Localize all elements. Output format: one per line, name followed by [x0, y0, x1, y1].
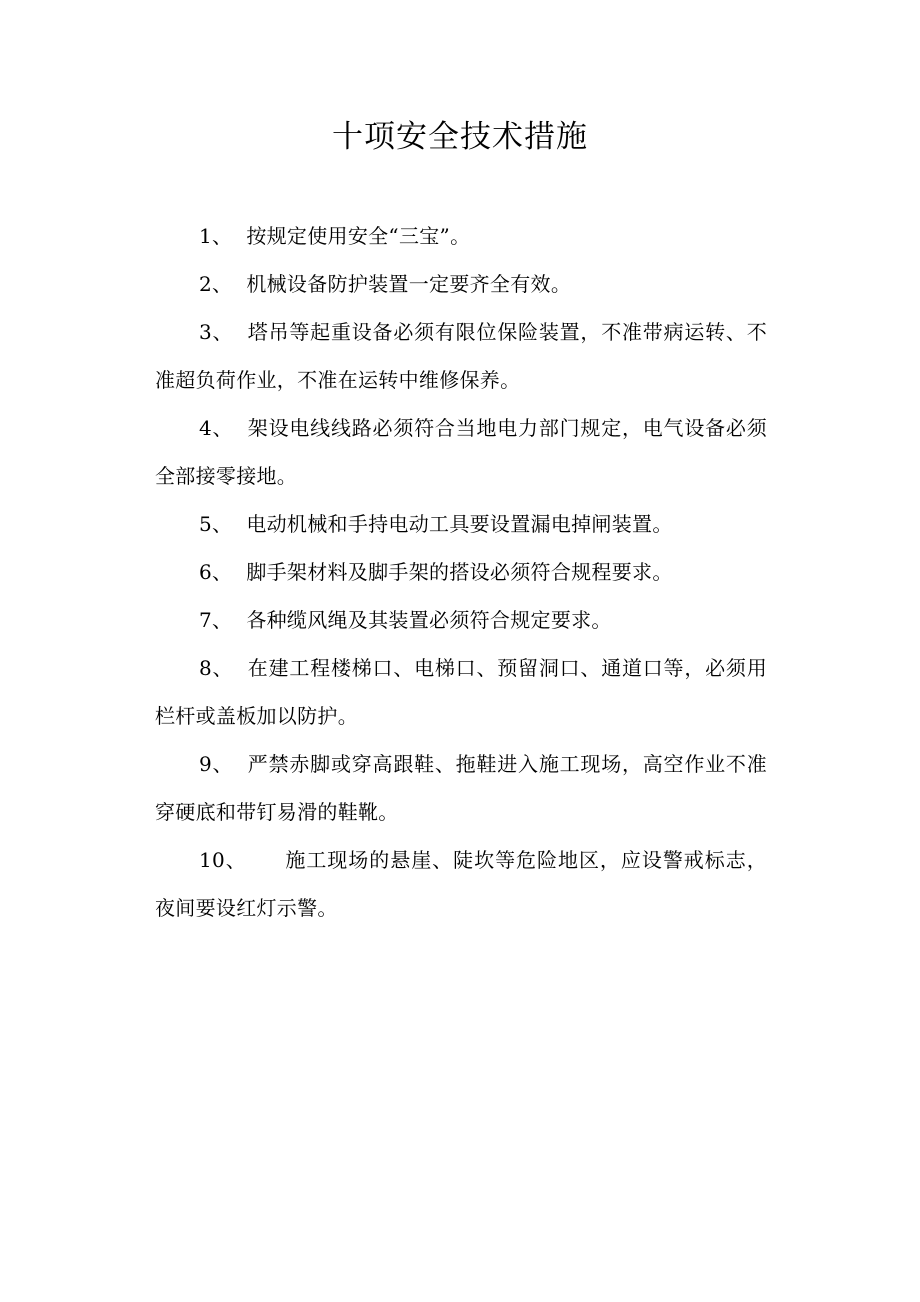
item-number: 2、 [199, 272, 233, 296]
item-number: 9、 [199, 752, 234, 776]
item-text: 脚手架材料及脚手架的搭设必须符合规程要求。 [246, 560, 673, 584]
list-item [155, 260, 767, 308]
item-text: 电动机械和手持电动工具要设置漏电掉闸装置。 [246, 512, 673, 536]
list-item [155, 308, 767, 404]
item-number: 10、 [199, 848, 247, 872]
list-item [155, 596, 767, 644]
item-text: 塔吊等起重设备必须有限位保险装置，不准带病运转、不准超负荷作业，不准在运转中维修保养。 [155, 320, 768, 392]
item-text: 各种缆风绳及其装置必须符合规定要求。 [246, 608, 612, 632]
item-text: 在建工程楼梯口、电梯口、预留洞口、通道口等，必须用栏杆或盖板加以防护。 [155, 656, 768, 728]
item-text: 架设电线线路必须符合当地电力部门规定，电气设备必须全部接零接地。 [155, 416, 768, 488]
list-item [155, 548, 767, 596]
document-title: 十项安全技术措施 [332, 119, 588, 155]
measures-list [155, 212, 767, 932]
item-number: 1、 [199, 224, 233, 248]
item-number: 8、 [199, 656, 234, 680]
list-item [155, 836, 767, 932]
list-item [155, 404, 767, 500]
item-number: 5、 [199, 512, 233, 536]
item-text: 按规定使用安全“三宝”。 [246, 224, 471, 248]
item-text: 严禁赤脚或穿高跟鞋、拖鞋进入施工现场，高空作业不准穿硬底和带钉易滑的鞋靴。 [155, 752, 768, 824]
list-item [155, 740, 767, 836]
item-number: 6、 [199, 560, 233, 584]
item-number: 7、 [199, 608, 233, 632]
item-number: 3、 [199, 320, 234, 344]
item-number: 4、 [199, 416, 234, 440]
item-text: 施工现场的悬崖、陡坎等危险地区，应设警戒标志，夜间要设红灯示警。 [155, 848, 767, 920]
item-text: 机械设备防护装置一定要齐全有效。 [246, 272, 572, 296]
list-item [155, 500, 767, 548]
list-item [155, 644, 767, 740]
list-item [155, 212, 767, 260]
